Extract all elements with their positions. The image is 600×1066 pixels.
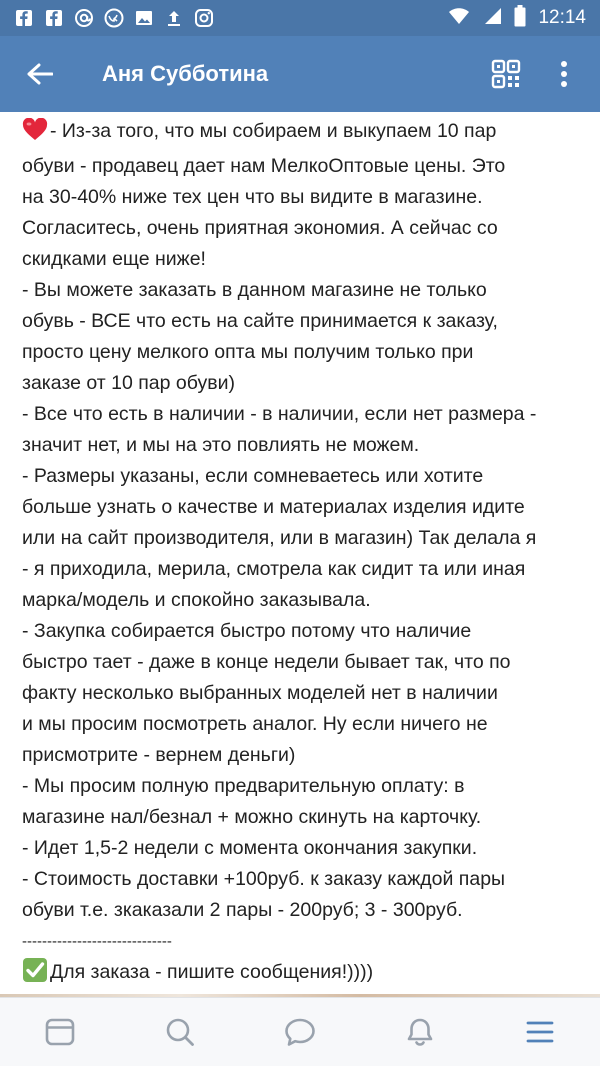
post-line: факту несколько выбранных моделей нет в наличии xyxy=(22,682,498,704)
page-title: Аня Субботина xyxy=(102,61,269,86)
tab-menu[interactable] xyxy=(510,1002,570,1062)
post-line: - Размеры указаны, если сомневаетесь или хотите xyxy=(22,465,484,487)
wifi-icon xyxy=(448,7,470,30)
news-icon xyxy=(45,1017,75,1047)
header-actions xyxy=(488,52,586,96)
instagram-icon xyxy=(194,8,214,28)
battery-icon xyxy=(514,5,526,32)
at-sign-icon xyxy=(74,8,94,28)
upload-icon xyxy=(164,8,184,28)
post-line: заказе от 10 пар обуви) xyxy=(22,372,235,394)
post-line: на 30-40% ниже тех цен что вы видите в магазине. xyxy=(22,186,483,208)
divider-line: ------------------------------ xyxy=(22,933,172,950)
post-line: обуви - продавец дает нам МелкоОптовые цены. Это xyxy=(22,155,506,177)
post-line: магазине нал/безнал + можно скинуть на карточку. xyxy=(22,806,482,828)
post-line: - Стоимость доставки +100руб. к заказу каждой пары xyxy=(22,868,506,890)
menu-icon xyxy=(525,1017,555,1047)
qr-code-button[interactable] xyxy=(488,52,524,96)
app-header xyxy=(0,36,600,112)
post-line: - Из-за того, что мы собираем и выкупаем 10 пар xyxy=(22,116,582,151)
post-line: обуви т.е. зкаказали 2 пары - 200руб; 3 - 300руб. xyxy=(22,899,463,921)
tab-news[interactable] xyxy=(30,1002,90,1062)
post-line: - Закупка собирается быстро потому что наличие xyxy=(22,620,472,642)
notification-icons xyxy=(14,8,214,28)
post-line: - Идет 1,5-2 недели с момента окончания закупки. xyxy=(22,837,478,859)
tab-messages[interactable] xyxy=(270,1002,330,1062)
more-menu-button[interactable] xyxy=(546,52,582,96)
tab-search[interactable] xyxy=(150,1002,210,1062)
post-line: - Все что есть в наличии - в наличии, если нет размера - xyxy=(22,403,537,425)
status-bar xyxy=(0,0,600,36)
arrow-left-icon xyxy=(27,63,53,85)
post-line: - Вы можете заказать в данном магазине не только xyxy=(22,279,487,301)
facebook-icon xyxy=(14,8,34,28)
post-line: или на сайт производителя, или в магазин) Так делала я xyxy=(22,527,537,549)
red-heart-icon xyxy=(22,118,48,151)
post-line: значит нет, и мы на это повлиять не можем. xyxy=(22,434,420,456)
signal-icon xyxy=(482,7,502,30)
post-line: Согласитесь, очень приятная экономия. А сейчас со xyxy=(22,217,498,239)
search-icon xyxy=(165,1017,195,1047)
post-line: скидками еще ниже! xyxy=(22,248,206,270)
bottom-tab-bar xyxy=(0,997,600,1066)
more-vertical-icon xyxy=(560,60,568,88)
post-line: обувь - ВСЕ что есть на сайте принимается к заказу, xyxy=(22,310,498,332)
post-line: - я приходила, мерила, смотрела как сидит та или иная xyxy=(22,558,526,580)
post-text xyxy=(22,116,582,993)
facebook-icon xyxy=(44,8,64,28)
notifications-icon xyxy=(405,1017,435,1047)
back-button[interactable] xyxy=(14,48,66,100)
post-line: - Мы просим полную предварительную оплату: в xyxy=(22,775,465,797)
gallery-icon xyxy=(134,8,154,28)
qr-code-icon xyxy=(491,59,521,89)
post-line: марка/модель и спокойно заказывала. xyxy=(22,589,371,611)
post-line: быстро тает - даже в конце недели бывает так, что по xyxy=(22,651,511,673)
check-mark-button-icon xyxy=(22,957,48,993)
system-status xyxy=(448,5,586,32)
post-line: и мы просим посмотреть аналог. Ну если ничего не xyxy=(22,713,488,735)
tab-notifications[interactable] xyxy=(390,1002,450,1062)
post-line: больше узнать о качестве и материалах изделия идите xyxy=(22,496,525,518)
post-line: просто цену мелкого опта мы получим только при xyxy=(22,341,474,363)
clock: 12:14 xyxy=(538,7,586,28)
vk-icon xyxy=(104,8,124,28)
post-line: Для заказа - пишите сообщения!)))) xyxy=(22,957,582,993)
messages-icon xyxy=(284,1017,316,1047)
post-line: присмотрите - вернем деньги) xyxy=(22,744,296,766)
